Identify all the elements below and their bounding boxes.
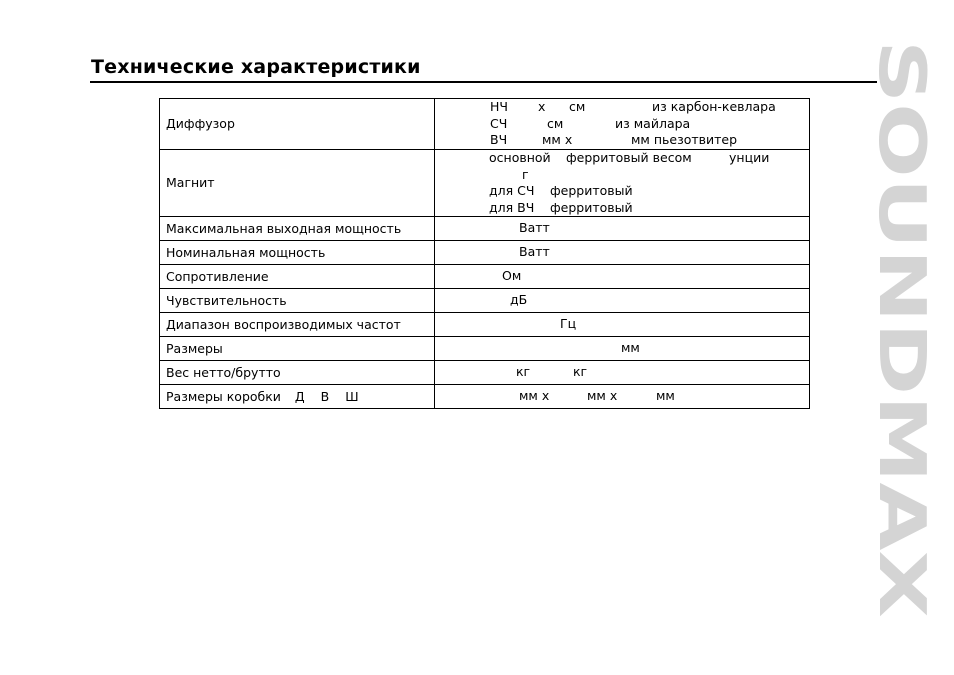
value-text: Гц: [560, 316, 577, 332]
row-label: Магнит: [160, 150, 435, 217]
value-text: см: [569, 99, 586, 115]
value-text: мм пьезотвитер: [631, 132, 738, 148]
value-text: кг: [573, 364, 588, 380]
row-label: Сопротивление: [160, 265, 435, 289]
row-value: [435, 313, 810, 337]
value-text: ферритовый: [550, 183, 633, 198]
value-text: для ВЧ: [489, 199, 535, 215]
row-label: Диффузор: [160, 99, 435, 150]
table-row-frequency-range: [160, 313, 810, 337]
table-row-box-dimensions: [160, 385, 810, 409]
brand-logo-text: SOUNDMAX: [864, 40, 938, 462]
value-text: Ом: [502, 268, 522, 284]
value-text: унции: [729, 150, 770, 165]
value-text: Ватт: [519, 220, 550, 236]
table-row-nominal-power: [160, 241, 810, 265]
value-text: Ватт: [519, 244, 550, 260]
row-value: [435, 385, 810, 409]
value-text: мм: [656, 388, 675, 404]
row-label-text: Размеры коробки: [166, 388, 281, 404]
value-text: НЧ: [490, 99, 508, 115]
row-label: Чувствительность: [160, 289, 435, 313]
value-text: дБ: [510, 292, 528, 308]
row-label-part: Ш: [345, 388, 359, 404]
value-text: кг: [516, 364, 531, 380]
row-value: [435, 150, 810, 217]
row-label-part: Д: [294, 388, 305, 404]
row-label-part: В: [320, 388, 330, 404]
row-value: [435, 99, 810, 150]
row-value: [435, 217, 810, 241]
title-underline: [90, 81, 877, 83]
value-text: для СЧ: [489, 183, 535, 198]
table-row-weight: [160, 361, 810, 385]
value-text: г: [522, 166, 529, 182]
row-value: [435, 337, 810, 361]
row-label: Номинальная мощность: [160, 241, 435, 265]
value-text: ферритовый весом: [566, 150, 692, 165]
row-label: Вес нетто/брутто: [160, 361, 435, 385]
value-text: мм: [621, 340, 640, 356]
row-label: Максимальная выходная мощность: [160, 217, 435, 241]
page-title: Технические характеристики: [91, 56, 421, 78]
value-text: х: [538, 99, 546, 115]
table-row-impedance: [160, 265, 810, 289]
row-value: [435, 361, 810, 385]
value-text: основной: [489, 150, 551, 165]
row-label: [160, 385, 435, 409]
brand-logo: [864, 40, 940, 618]
value-text: СЧ: [490, 115, 508, 131]
value-text: мм х: [542, 132, 573, 148]
table-row-diffuser: [160, 99, 810, 150]
value-text: ВЧ: [490, 132, 508, 148]
value-text: см: [547, 115, 564, 131]
table-row-dimensions: [160, 337, 810, 361]
table-row-max-power: [160, 217, 810, 241]
row-value: [435, 289, 810, 313]
table-row-sensitivity: [160, 289, 810, 313]
value-text: мм х: [519, 388, 550, 404]
value-text: мм х: [587, 388, 618, 404]
value-text: из майлара: [615, 115, 691, 131]
value-text: из карбон-кевлара: [652, 99, 776, 115]
specs-table: [159, 98, 810, 409]
table-row-magnet: [160, 150, 810, 217]
row-label: Размеры: [160, 337, 435, 361]
row-value: [435, 265, 810, 289]
row-value: [435, 241, 810, 265]
value-text: ферритовый: [550, 199, 633, 215]
row-label: Диапазон воспроизводимых частот: [160, 313, 435, 337]
